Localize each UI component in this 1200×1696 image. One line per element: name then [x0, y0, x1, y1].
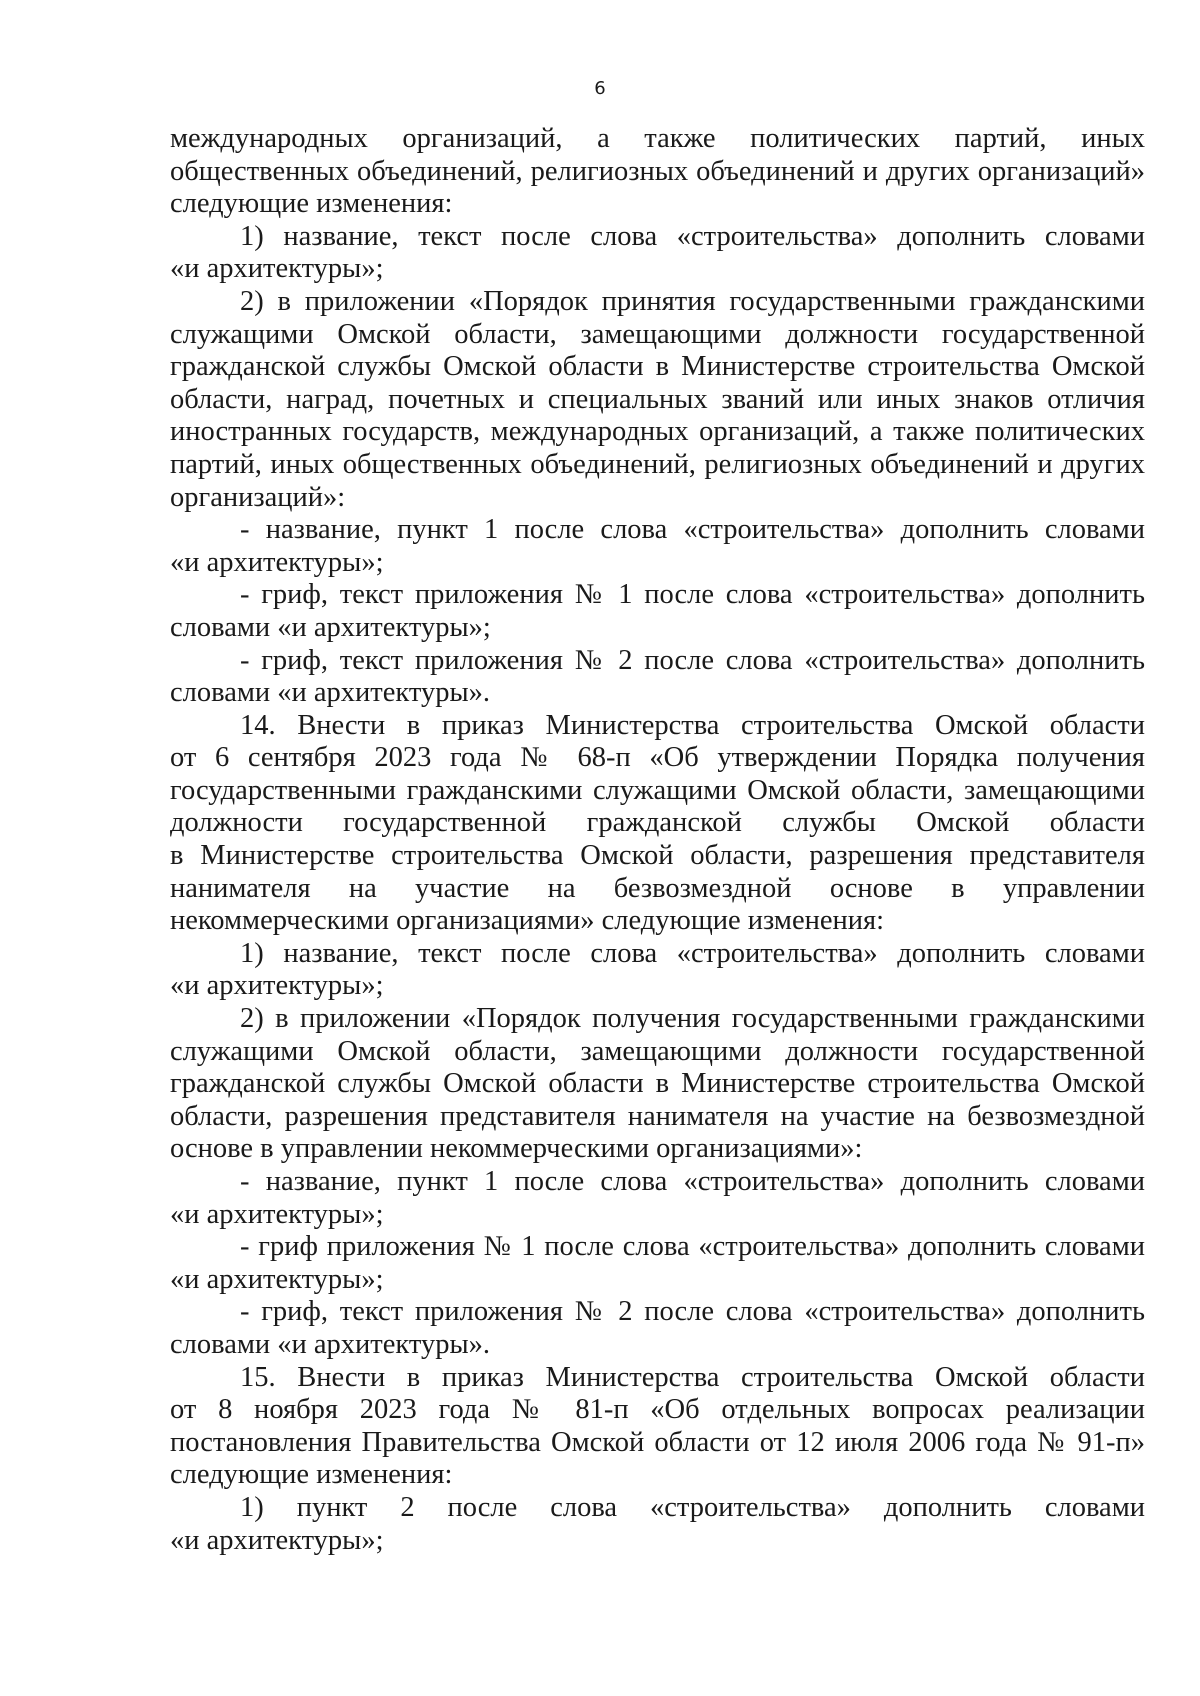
text-line: 2) в приложении «Порядок получения государственными гражданскими: [240, 1003, 1145, 1035]
text-line: области, наград, почетных и специальных званий или иных знаков отличия: [170, 383, 1145, 415]
text-line: 1) пункт 2 после слова «строительства» дополнить словами: [240, 1491, 1145, 1523]
text-line: международных организаций, а также политических партий, иных: [170, 123, 1145, 154]
text-line: «и архитектуры»;: [170, 546, 384, 578]
text-line: служащими Омской области, замещающими должности государственной: [170, 318, 1145, 350]
text-line: нанимателя на участие на безвозмездной основе в управлении: [170, 872, 1145, 904]
text-line: некоммерческими организациями» следующие изменения:: [170, 905, 885, 937]
text-line: - гриф, текст приложения № 2 после слова «строительства» дополнить: [240, 1296, 1145, 1328]
text-line: 1) название, текст после слова «строительства» дополнить словами: [240, 937, 1145, 969]
text-line: - гриф, текст приложения № 1 после слова «строительства» дополнить: [240, 579, 1145, 611]
text-line: - гриф, текст приложения № 2 после слова «строительства» дополнить: [240, 644, 1145, 676]
text-line: - название, пункт 1 после слова «строительства» дополнить словами: [240, 514, 1145, 546]
text-line: 14. Внести в приказ Министерства строительства Омской области: [240, 709, 1145, 741]
text-line: государственными гражданскими служащими Омской области, замещающими: [170, 774, 1145, 806]
text-line: области, разрешения представителя нанимателя на участие на безвозмездной: [170, 1100, 1145, 1132]
text-line: «и архитектуры»;: [170, 1263, 384, 1295]
text-line: гражданской службы Омской области в Министерстве строительства Омской: [170, 1068, 1145, 1100]
text-line: должности государственной гражданской службы Омской области: [170, 807, 1145, 839]
text-line: служащими Омской области, замещающими должности государственной: [170, 1035, 1145, 1067]
text-line: «и архитектуры»;: [170, 970, 384, 1002]
text-line: - название, пункт 1 после слова «строительства» дополнить словами: [240, 1166, 1145, 1197]
text-line: иностранных государств, международных организаций, а также политических: [170, 416, 1145, 448]
text-line: словами «и архитектуры».: [170, 677, 490, 709]
text-line: постановления Правительства Омской области от 12 июля 2006 года № 91-п»: [170, 1426, 1145, 1458]
text-line: от 8 ноября 2023 года № 81-п «Об отдельных вопросах реализации: [170, 1394, 1145, 1426]
document-body: [170, 123, 1145, 1557]
text-line: 15. Внести в приказ Министерства строительства Омской области: [240, 1361, 1145, 1393]
text-line: гражданской службы Омской области в Министерстве строительства Омской: [170, 351, 1145, 383]
text-line: «и архитектуры»;: [170, 1524, 384, 1556]
page-number: 6: [594, 78, 606, 99]
text-line: словами «и архитектуры»;: [170, 611, 491, 643]
text-line: партий, иных общественных объединений, религиозных объединений и других: [170, 448, 1145, 480]
text-line: следующие изменения:: [170, 1459, 453, 1491]
text-line: основе в управлении некоммерческими организациями»:: [170, 1133, 863, 1165]
text-line: 1) название, текст после слова «строительства» дополнить словами: [240, 220, 1145, 252]
text-line: от 6 сентября 2023 года № 68-п «Об утверждении Порядка получения: [170, 742, 1145, 774]
text-line: «и архитектуры»;: [170, 253, 384, 285]
text-line: словами «и архитектуры».: [170, 1328, 490, 1360]
text-line: общественных объединений, религиозных объединений и других организаций»: [170, 155, 1145, 187]
text-line: организаций»:: [170, 481, 346, 513]
text-line: - гриф приложения № 1 после слова «строительства» дополнить словами: [240, 1231, 1145, 1263]
text-line: «и архитектуры»;: [170, 1198, 384, 1230]
text-line: следующие изменения:: [170, 188, 453, 220]
text-line: 2) в приложении «Порядок принятия государственными гражданскими: [240, 285, 1145, 317]
text-line: в Министерстве строительства Омской области, разрешения представителя: [170, 840, 1145, 872]
